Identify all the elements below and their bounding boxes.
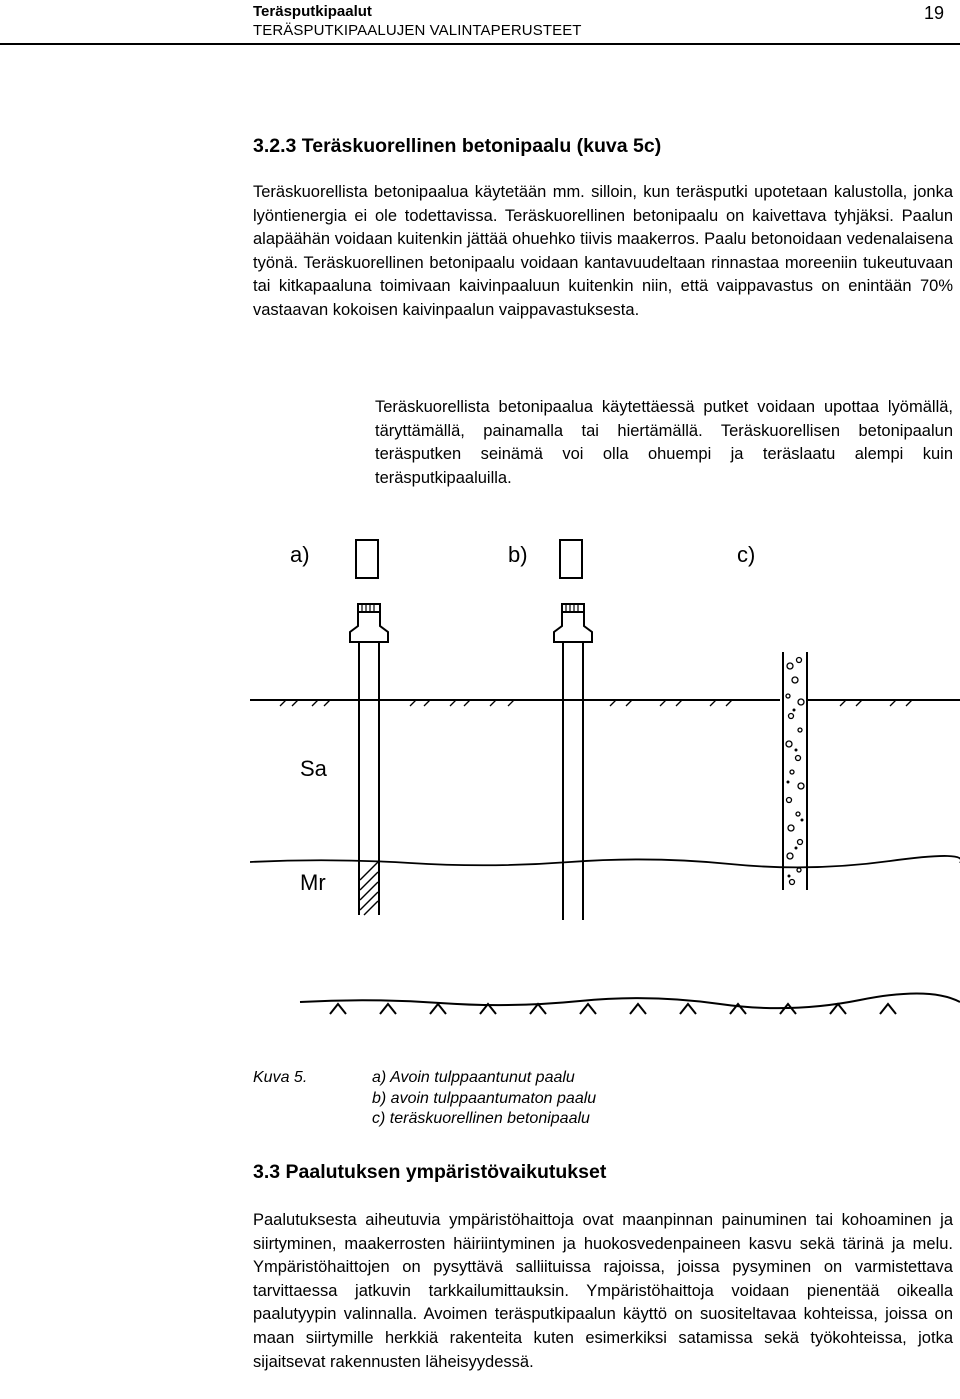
soil-label-mr: Mr	[300, 870, 326, 895]
pile-b-cap-top	[562, 604, 584, 612]
soil-label-sa: Sa	[300, 756, 327, 781]
pile-a-hammer	[356, 540, 378, 578]
pile-b-helmet	[554, 612, 592, 642]
caption-item-c: c) teräskuorellinen betonipaalu	[372, 1110, 590, 1127]
figure-label-a: a)	[290, 542, 310, 567]
figure-label-c: c)	[737, 542, 756, 567]
header-divider	[0, 43, 960, 45]
pile-a-cap-top	[358, 604, 380, 612]
bedrock-line	[300, 993, 960, 1008]
header-title: Teräsputkipaalut	[253, 3, 372, 20]
section-heading-3-2-3: 3.2.3 Teräskuorellinen betonipaalu (kuva 5c)	[253, 135, 662, 157]
pile-a-helmet	[350, 612, 388, 642]
figure-label-b: b)	[508, 542, 528, 567]
section-heading-3-3: 3.3 Paalutuksen ympäristövaikutukset	[253, 1161, 607, 1183]
figure-caption-items	[372, 1068, 596, 1130]
page-number: 19	[924, 3, 945, 23]
header-subtitle: TERÄSPUTKIPAALUJEN VALINTAPERUSTEET	[253, 22, 582, 39]
pile-figure	[250, 520, 960, 1060]
section-paragraph-1: Teräskuorellista betonipaalua käytetään mm. silloin, kun teräsputki upotetaan kalustolla, jonka lyöntienergia ei ole todettavissa. Teräskuorellinen betonipaalu on kaivettava tyhjäksi. Paalun alapäähän voidaan kuitenkin jättää ohuehko tiivis maakerros. Paalu betonoidaan vedenalaisena työnä. Teräskuorellinen betonipaalu voidaan kantavuudeltaan rinnastaa moreeniin tukeutuvaan tai kitkapaaluna toimivaan kaivinpaaluun kuitenkin niin, että vaippavastus on enintään 70% vastaavan kokoisen kaivinpaalun vaippavastuksesta.	[253, 183, 953, 319]
figure-caption-label: Kuva 5.	[253, 1069, 308, 1086]
layer-boundary	[250, 856, 960, 867]
caption-item-a: a) Avoin tulppaantunut paalu	[372, 1069, 575, 1086]
pile-b-hammer	[560, 540, 582, 578]
section-3-3-paragraph: Paalutuksesta aiheutuvia ympäristöhaittoja ovat maanpinnan painuminen tai kohoaminen ja siirtyminen, maakerrosten häiriintyminen ja huokosvedenpaineen kasvu sekä tärinä ja melu. Ympäristöhaittojen on pysyttävä salliituissa rajoissa, joissa pysyminen on varmistettava tarvittaessa jatkuvin tarkkailumittauksin. Ympäristöhaittoja voidaan pienentää oikealla paalutyypin valinnalla. Avoimen teräsputkipaalun käyttö on suositeltavaa kohteissa, joissa on maan siirtymille herkkiä rakenteita kuten esimerkiksi satamissa sekä työkohteissa, jotka sijaitsevat rakennusten läheisyydessä.	[253, 1211, 953, 1371]
section-paragraph-2: Teräskuorellista betonipaalua käytettäessä putket voidaan upottaa lyömällä, täryttämällä, painamalla tai hiertämällä. Teräskuorellisen betonipaalun teräsputken seinämä voi olla ohuempi ja teräslaatu alempi kuin teräsputkipaaluilla.	[375, 398, 953, 487]
caption-item-b: b) avoin tulppaantumaton paalu	[372, 1089, 597, 1107]
